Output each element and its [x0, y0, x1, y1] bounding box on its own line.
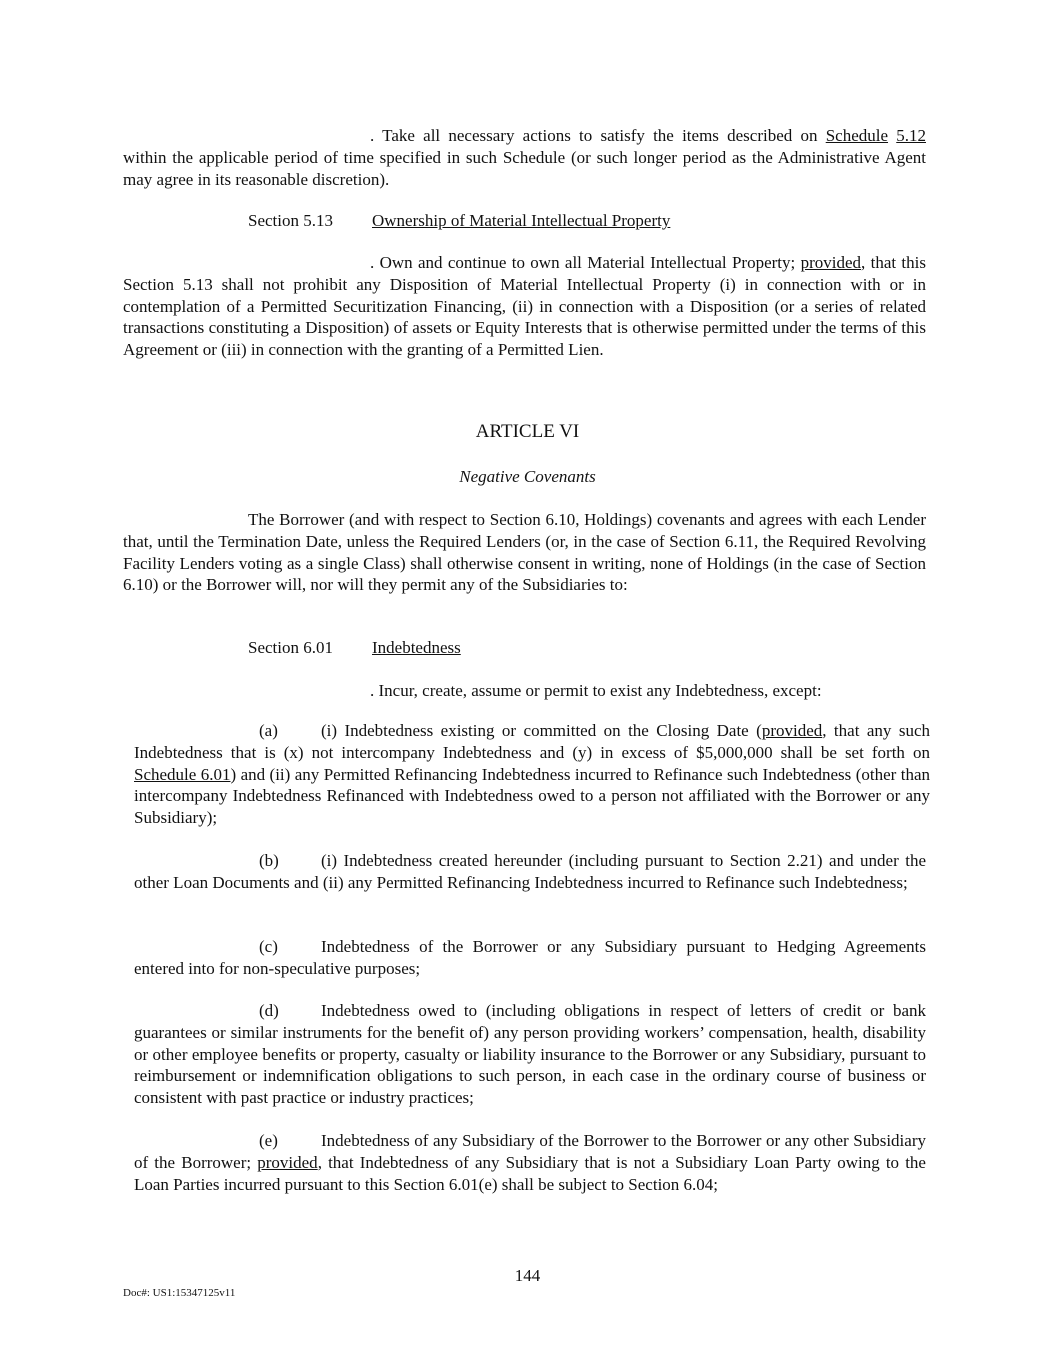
section-title: Indebtedness: [372, 638, 461, 657]
clause-d-paragraph: Indebtedness owed to (including obligations in respect of letters of credit or bank guarantees or similar instruments for the benefit of) any person providing workers’ compensation, health, disability or other employee benefits or property, casualty or liability insurance to the Borrower or any Subsidiary, pursuant to reimbursement or indemnification obligations to such person, in each case in the ordinary course of business or consistent with past practice or industry practices;: [134, 1001, 926, 1108]
schedule-5-12-link[interactable]: 5.12: [896, 126, 926, 145]
clause-e-text2: , that Indebtedness of any Subsidiary that is not a Subsidiary Loan Party owing to the Loan Parties incurred pursuant to this Section 6.01(e) shall be subject to Section 6.04;: [134, 1152, 926, 1194]
s513-rest: , that this Section 5.13 shall not prohibit any Disposition of Material Intellectual Property (i) in connection with or in contemplation of a Permitted Securitization Financing, (ii) in connection with a Disposition (or a series of related transactions constituting a Disposition) of assets or Equity Interests that is otherwise permitted under the terms of this Agreement or (iii) in connection with the granting of a Permitted Lien.: [123, 253, 926, 360]
clause-e-label: (e): [259, 1131, 278, 1150]
s512-lead: . Take all necessary actions to satisfy the items described on: [370, 126, 826, 145]
s513-lead: . Own and continue to own all Material Intellectual Property;: [370, 253, 801, 272]
clause-a-paragraph: [134, 720, 930, 829]
clause-a-label: (a): [259, 721, 278, 740]
clause-a-text3: ) and (ii) any Permitted Refinancing Indebtedness incurred to Refinance such Indebtedness (other than intercompany Indebtedness Refinanced with Indebtedness owed to a person not affiliated with the Borrower or any Subsidiary);: [134, 764, 930, 828]
clause-e-text1: Indebtedness of any Subsidiary of the Borrower to the Borrower or any other Subsidiary of the Borrower;: [134, 1131, 926, 1172]
section-5-13-paragraph: [123, 252, 926, 361]
clause-d-label: (d): [259, 1001, 279, 1020]
clause-e-paragraph: [134, 1130, 926, 1195]
page-number: 144: [514, 1266, 541, 1285]
clause-a-text2: , that any such Indebtedness that is (x) not intercompany Indebtedness and (y) in excess of $5,000,000 shall be set forth on: [134, 721, 930, 762]
provided-term: provided: [257, 1152, 318, 1172]
provided-term: provided: [761, 721, 823, 740]
provided-term: provided: [800, 253, 862, 272]
article-title: ARTICLE VI: [475, 421, 580, 442]
section-5-12-paragraph: [123, 125, 926, 190]
article-subtitle: Negative Covenants: [459, 467, 596, 486]
clause-a-text1: (i) Indebtedness existing or committed on the Closing Date (: [321, 721, 762, 740]
section-6-01-lead: . Incur, create, assume or permit to exist any Indebtedness, except:: [370, 681, 822, 700]
clause-b-label: (b): [259, 851, 279, 870]
schedule-6-01-link[interactable]: Schedule 6.01: [134, 764, 231, 784]
document-id: Doc#: US1:15347125v11: [123, 1287, 236, 1299]
schedule-link[interactable]: Schedule: [825, 126, 889, 145]
section-number: Section 6.01: [248, 638, 333, 657]
section-title: Ownership of Material Intellectual Property: [372, 211, 671, 230]
section-6-01-heading: [248, 637, 461, 659]
article-intro-paragraph: The Borrower (and with respect to Section 6.10, Holdings) covenants and agrees with each Lender that, until the Termination Date, unless the Required Lenders (or, in the case of Section 6.11, the Required Revolving Facility Lenders voting as a single Class) shall otherwise consent in writing, none of Holdings (in the case of Section 6.10) or the Borrower will, nor will they permit any of the Subsidiaries to:: [123, 510, 926, 595]
s512-rest: within the applicable period of time specified in such Schedule (or such longer period as the Administrative Agent may agree in its reasonable discretion).: [123, 147, 926, 189]
section-5-13-heading: [248, 210, 671, 232]
clause-c-label: (c): [259, 937, 278, 956]
section-number: Section 5.13: [248, 211, 333, 230]
clause-b-paragraph: (i) Indebtedness created hereunder (including pursuant to Section 2.21) and under the other Loan Documents and (ii) any Permitted Refinancing Indebtedness incurred to Refinance such Indebtedness;: [134, 851, 926, 892]
clause-c-paragraph: Indebtedness of the Borrower or any Subsidiary pursuant to Hedging Agreements entered into for non-speculative purposes;: [134, 937, 926, 978]
